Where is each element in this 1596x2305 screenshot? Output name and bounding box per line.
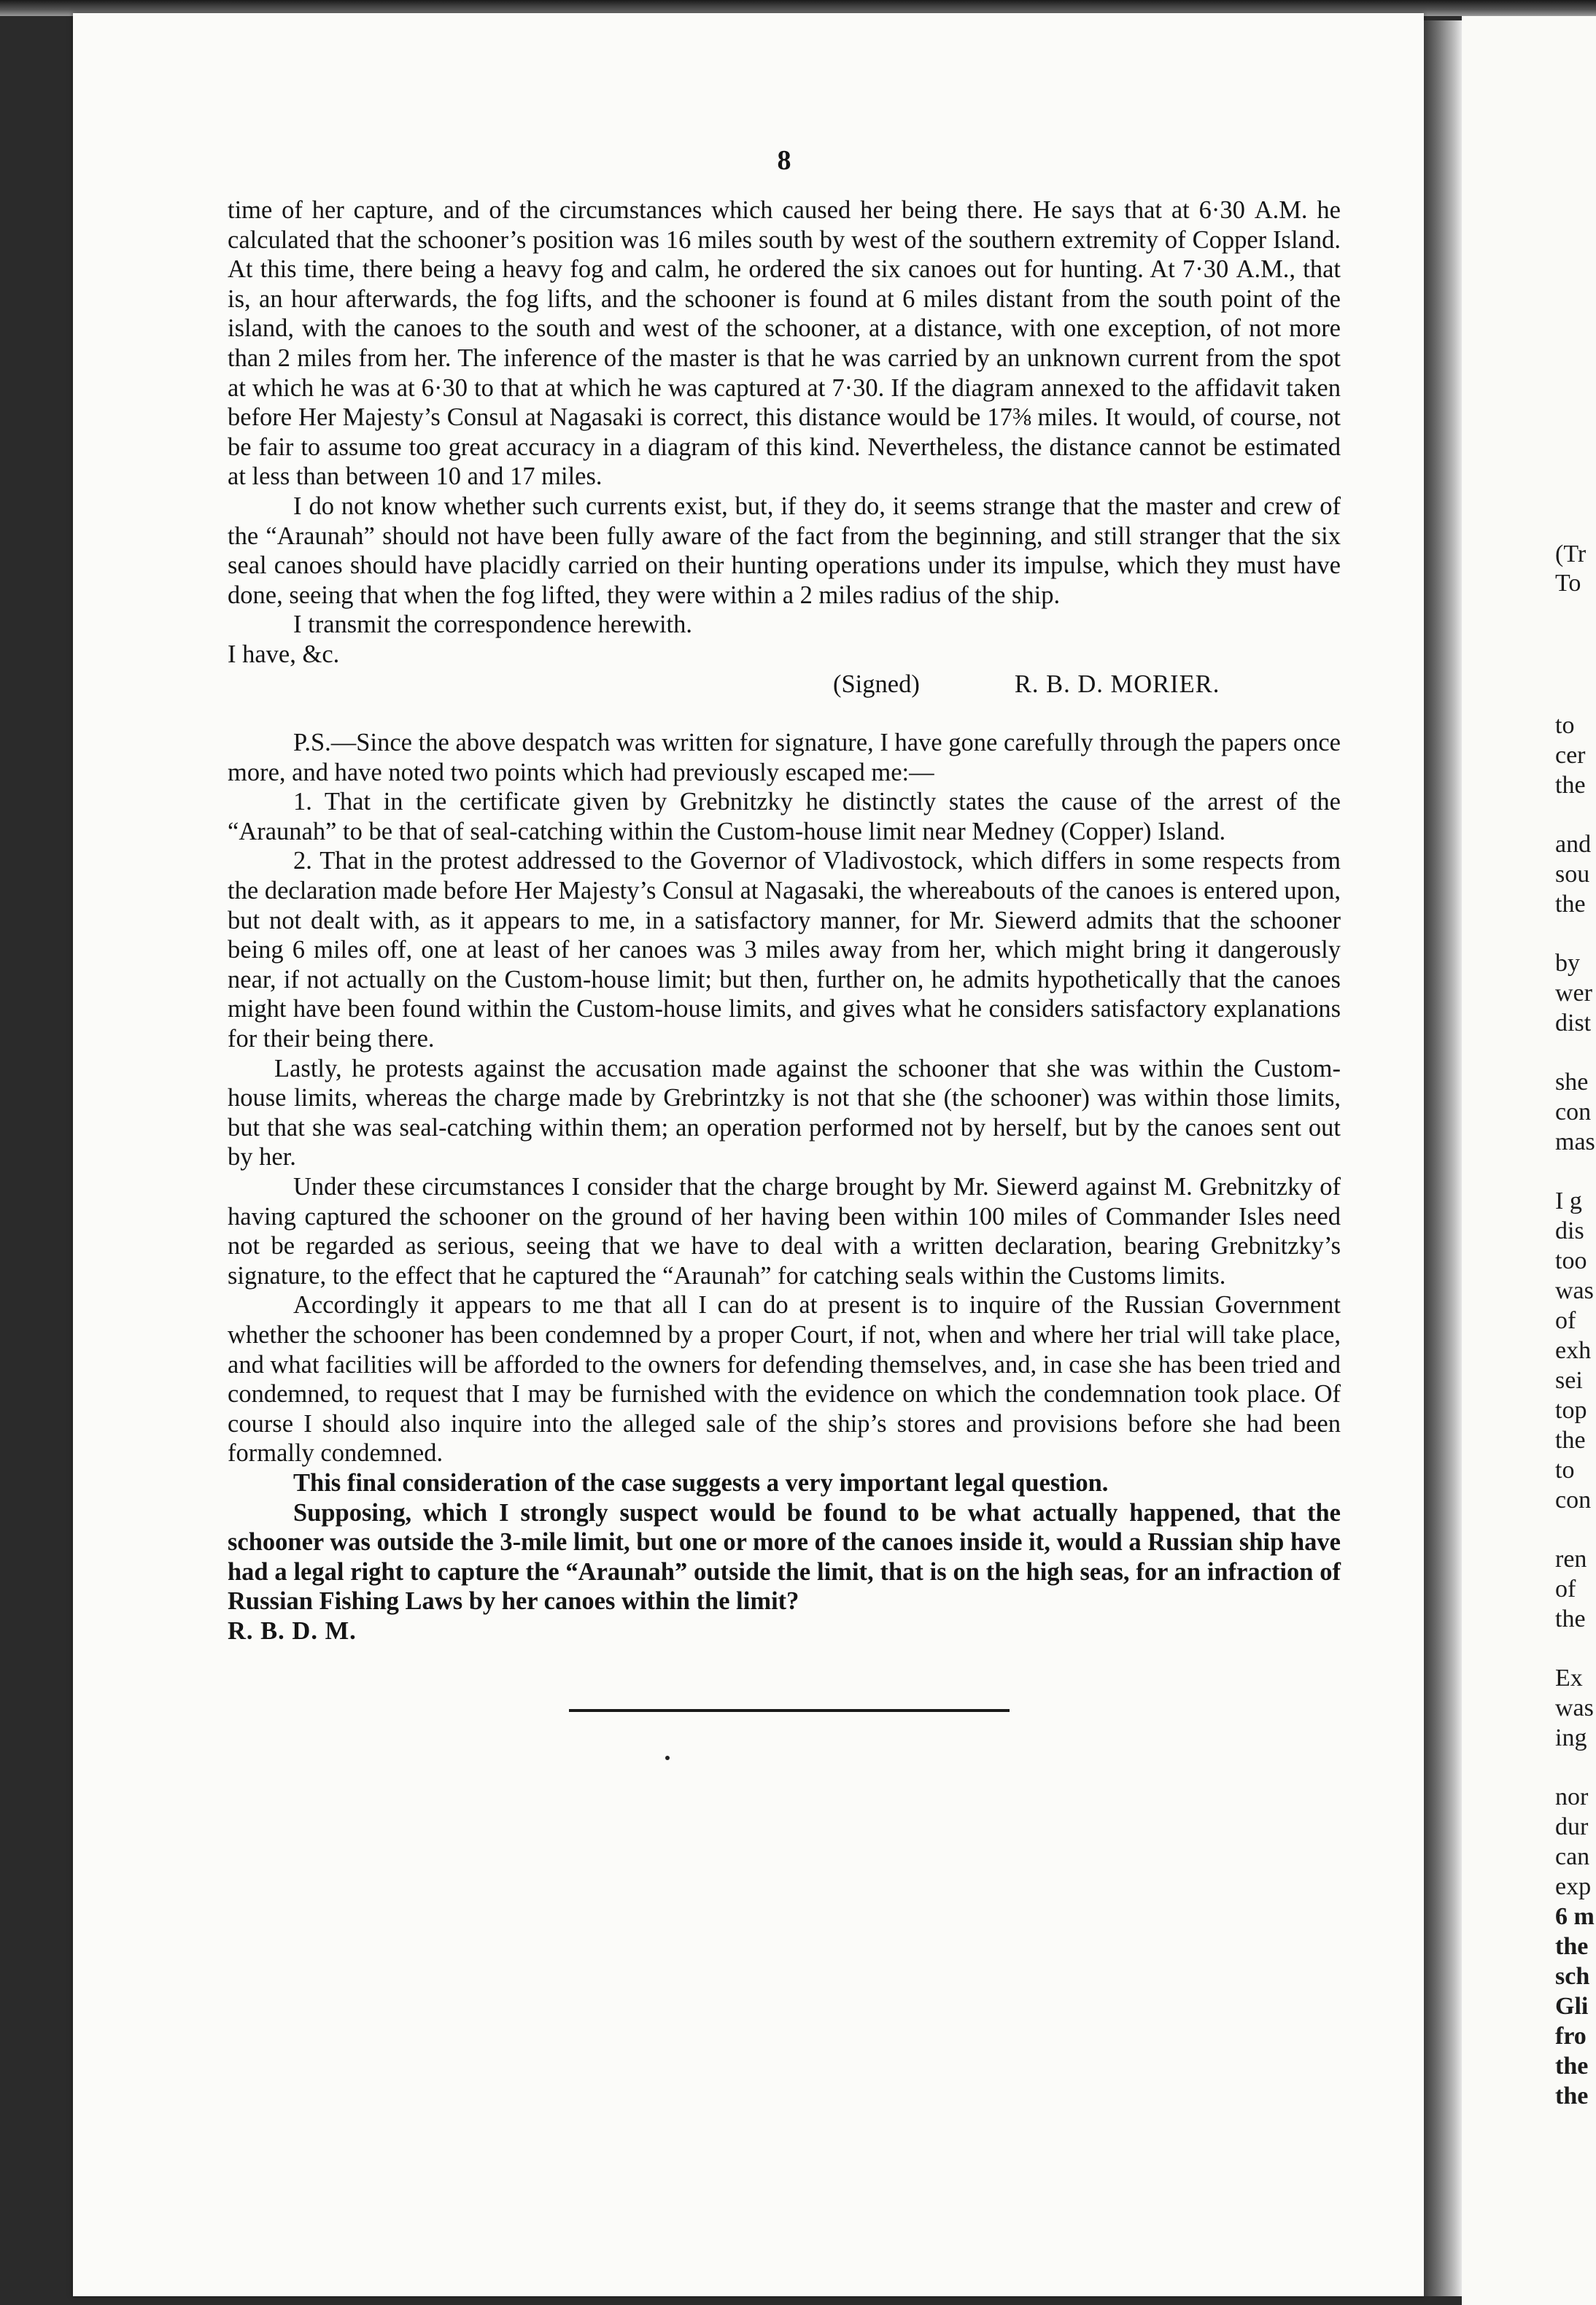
signed-label: (Signed) — [833, 670, 920, 698]
signature-line — [228, 670, 1341, 700]
closing-rule — [569, 1709, 1010, 1712]
facing-page-fragment: she — [1555, 1069, 1589, 1096]
facing-page-fragment: dist — [1555, 1010, 1592, 1037]
facing-page-fragment: wer — [1555, 980, 1592, 1007]
facing-page-fragment: to — [1555, 1457, 1575, 1484]
book-spine — [1424, 20, 1462, 2296]
facing-page-edge — [1462, 16, 1596, 2305]
facing-page-fragment: sei — [1555, 1367, 1583, 1394]
facing-page-fragment: exh — [1555, 1337, 1592, 1364]
facing-page-fragment: exp — [1555, 1873, 1592, 1900]
postscript-point-1: 1. That in the certificate given by Grebnitzky he distinctly states the cause of the arrest of the “Araunah” to be that of seal-catching within the Custom-house limit near Medney (Copper) Island. — [228, 788, 1341, 845]
facing-page-fragment: the — [1555, 891, 1586, 918]
facing-page-fragment: of — [1555, 1576, 1576, 1603]
facing-page-fragment: ren — [1555, 1546, 1587, 1573]
facing-page-fragment: nor — [1555, 1783, 1589, 1810]
facing-page-fragment: mas — [1555, 1128, 1595, 1155]
ink-dot — [665, 1756, 670, 1760]
facing-page-fragment: To — [1555, 570, 1581, 597]
facing-page-fragment: top — [1555, 1397, 1587, 1424]
postscript-final-consideration: This final consideration of the case suggests a very important legal question. — [293, 1468, 1109, 1497]
facing-page-fragment: sou — [1555, 861, 1590, 888]
postscript-point-2: 2. That in the protest addressed to the Governor of Vladivostock, which differs in some respects from the declaration made before Her Majesty’s Consul at Nagasaki, the whereabouts of the canoes is entered upon, but not dealt with, as it appears to me, in a satisfactory manner, for Mr. Siewerd admits that the schooner being 6 miles off, one at least of her canoes was 3 miles away from her, which might bring it dangerously near, if not actually on the Custom-house limit; but then, further on, he admits hypothetically that the canoes might have been found within the Custom-house limits, and gives what he considers satisfactory explanations for their being there. — [228, 847, 1341, 1053]
facing-page-fragment: dur — [1555, 1813, 1589, 1840]
facing-page-fragment: ing — [1555, 1724, 1587, 1751]
facing-page-fragment: the — [1555, 2053, 1589, 2080]
paragraph-capture-account: time of her capture, and of the circumstances which caused her being there. He says that at 6·30 A.M. he calculated that the schooner’s position was 16 miles south by west of the southern extremity of Copper Island. At this time, there being a heavy fog and calm, he ordered the six canoes out for hunting. At 7·30 A.M., that is, an hour afterwards, the fog lifts, and the schooner is found at 6 miles distant from the south point of the island, with the canoes to the south and west of the schooner, at a distance, with one exception, of not more than 2 miles from her. The inference of the master is that he was carried by an unknown current from the spot at which he was at 6·30 to that at which he was captured at 7·30. If the diagram annexed to the affidavit taken before Her Majesty’s Consul at Nagasaki is correct, this distance would be 17⅜ miles. It would, of course, not be fair to assume too great accuracy in a diagram of this kind. Nevertheless, the distance cannot be estimated at less than between 10 and 17 miles. — [228, 196, 1341, 491]
facing-page-fragment: con — [1555, 1487, 1592, 1514]
facing-page-fragment: con — [1555, 1099, 1592, 1126]
page-content — [228, 146, 1341, 1760]
facing-page-fragment: the — [1555, 772, 1586, 799]
facing-page-fragment: 6 m — [1555, 1903, 1595, 1930]
facing-page-fragment: the — [1555, 1605, 1586, 1632]
facing-page-fragment: was — [1555, 1277, 1594, 1304]
postscript-initials: R. B. D. M. — [228, 1616, 357, 1645]
facing-page-fragment: the — [1555, 1427, 1586, 1454]
facing-page-fragment: cer — [1555, 742, 1586, 769]
signature-name: R. B. D. MORIER. — [1014, 670, 1220, 698]
facing-page-fragment: by — [1555, 950, 1580, 977]
facing-page-fragment: sch — [1555, 1963, 1590, 1990]
postscript-intro: P.S.—Since the above despatch was written for signature, I have gone carefully through the papers once more, and have noted two points which had previously escaped me:— — [228, 729, 1341, 786]
facing-page-fragment: (Tr — [1555, 541, 1587, 567]
facing-page-fragment: was — [1555, 1694, 1594, 1721]
facing-page-fragment: and — [1555, 831, 1592, 858]
facing-page-fragment: the — [1555, 2083, 1589, 2110]
postscript-circumstances: Under these circumstances I consider that the charge brought by Mr. Siewerd against M. Grebnitzky of having captured the schooner on the ground of her having been within 100 miles of Commander Isles need not be regarded as serious, seeing that we have to deal with a written declaration, bearing Grebnitzky’s signature, to the effect that he captured the “Araunah” for catching seals within the Customs limits. — [228, 1173, 1341, 1290]
page-number: 8 — [777, 145, 791, 176]
facing-page-fragment: too — [1555, 1247, 1587, 1274]
facing-page-fragment: I g — [1555, 1188, 1582, 1215]
facing-page-fragment: can — [1555, 1843, 1590, 1870]
closing-salutation: I have, &c. — [228, 640, 340, 668]
facing-page-fragment: fro — [1555, 2023, 1587, 2050]
paragraph-transmit: I transmit the correspondence herewith. — [293, 611, 692, 639]
postscript-legal-question: Supposing, which I strongly suspect would be found to be what actually happened, that the schooner was outside the 3-mile limit, but one or more of the canoes inside it, would a Russian ship have had a legal right to capture the “Araunah” outside the limit, that is on the high seas, for an infraction of Russian Fishing Laws by her canoes within the limit? — [228, 1498, 1341, 1616]
facing-page-fragment: Gli — [1555, 1993, 1589, 2020]
postscript-lastly: Lastly, he protests against the accusation made against the schooner that she was within the Custom-house limits, whereas the charge made by Grebrintzky is not that she (the schooner) was within those limits, but that she was seal-catching within them; an operation performed not by herself, but by the canoes sent out by her. — [228, 1054, 1341, 1171]
paragraph-currents: I do not know whether such currents exist, but, if they do, it seems strange that the master and crew of the “Araunah” should not have been fully aware of the fact from the beginning, and still stranger that the six seal canoes should have placidly carried on their hunting operations under its impulse, which they must have done, seeing that when the fog lifted, they were within a 2 miles radius of the ship. — [228, 492, 1341, 609]
facing-page-fragment: Ex — [1555, 1665, 1583, 1692]
facing-page-fragment: dis — [1555, 1217, 1584, 1244]
facing-page-fragment: of — [1555, 1307, 1576, 1334]
facing-page-fragment: the — [1555, 1933, 1589, 1960]
postscript-accordingly: Accordingly it appears to me that all I can do at present is to inquire of the Russian Government whether the schooner has been condemned by a proper Court, if not, when and where her trial will take place, and what facilities will be afforded to the owners for defending themselves, and, in case she has been tried and condemned, to request that I may be furnished with the evidence on which the condemnation took place. Of course I should also inquire into the alleged sale of the ship’s stores and provisions before she had been formally condemned. — [228, 1291, 1341, 1468]
facing-page-fragment: to — [1555, 712, 1575, 739]
